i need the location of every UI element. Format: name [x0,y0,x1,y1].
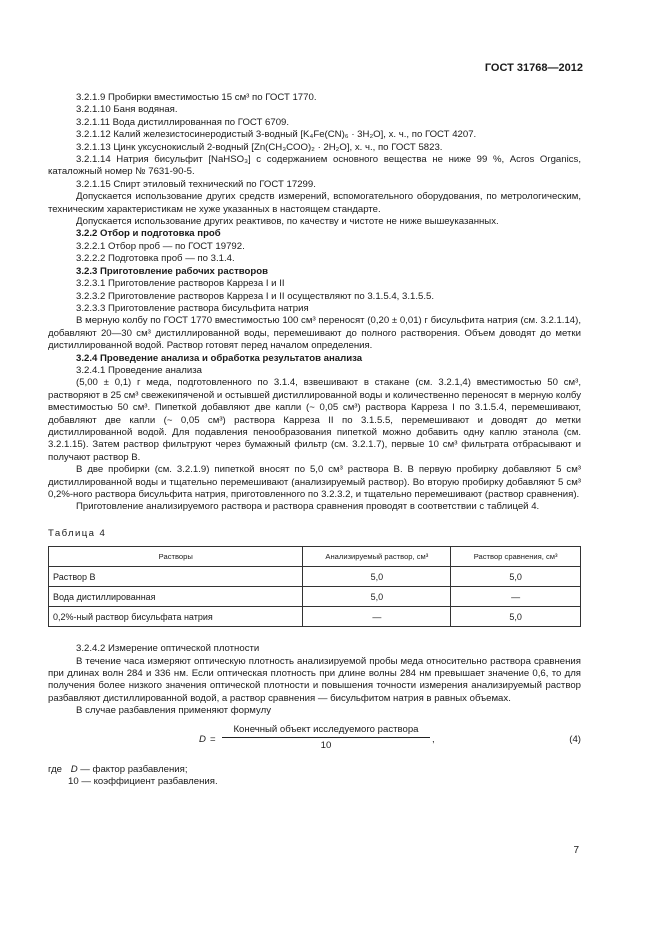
table-row [49,567,581,587]
document-code: ГОСТ 31768—2012 [484,62,583,74]
table-cell: 5,0 [451,607,581,627]
table-header-cell: Растворы [49,547,303,567]
formula-lhs: D [199,733,206,745]
table-header-row [49,547,581,567]
table-cell: — [303,607,451,627]
formula-fraction [222,724,430,753]
paragraph: 3.2.1.14 Натрия бисульфит [NaHSO₃] с содержанием основного вещества не ниже 99 %, Acros Organics, каталожный номер № 7631-90-5. [48,154,581,178]
paragraph: В случае разбавления применяют формулу [76,705,271,717]
where-prefix: где [48,763,63,775]
table-4 [48,546,581,627]
table-cell: Раствор В [49,567,303,587]
document-body [48,92,581,788]
paragraph: В течение часа измеряют оптическую плотность анализируемой пробы меда относительно раствора сравнения при длинах волн 284 и 336 нм. Если оптическая плотность при длине волны 284 нм превышает значение 0,6, то для получения более низкого значения оптической плотности и повышения точности измерения анализируемый раствор разбавляют дистиллированной водой, а раствор сравнения — бисульфитом натрия в равных объемах. [48,655,581,704]
paragraph: 3.2.3.3 Приготовление раствора бисульфита натрия [76,302,309,314]
formula-4 [48,724,581,758]
paragraph: (5,00 ± 0,1) г меда, подготовленного по 3.1.4, взвешивают в стакане (см. 3.2.1,4) вместимостью 50 см³, растворяют в 25 см³ свежекипяченой и остывшей дистиллированной воды и количественно переносят в мерную колбу вместимостью 50 см³. Пипеткой добавляют две капли (~ 0,05 см³) раствора Карреза I по 3.1.5.4, перемешивают, добавляют две капли (~ 0,05 см³) раствора Карреза II по 3.1.5.5, перемешивают и доводят до метки дистиллированной водой. Для подавления пенообразования пипеткой можно добавить одну каплю этанола (см. 3.2.1.15). Затем раствор фильтруют через бумажный фильтр (см. 3.2.1.7), первые 10 см³ фильтрата отбрасывают и получают раствор В. [48,377,581,463]
table-header-cell: Раствор сравнения, см³ [451,547,581,567]
table-cell: 0,2%-ный раствор бисульфата натрия [49,607,303,627]
where-text: — фактор разбавления; [80,763,188,775]
table-row [49,607,581,627]
where-line: 10 — коэффициент разбавления. [68,776,218,788]
table-caption: Таблица 4 [48,527,107,539]
paragraph: 3.2.4.2 Измерение оптической плотности [76,643,260,655]
paragraph: 3.2.1.11 Вода дистиллированная по ГОСТ 6709. [76,116,290,128]
formula-equals: = [210,733,216,745]
table-cell: Вода дистиллированная [49,587,303,607]
paragraph: Допускается использование других средств измерений, вспомогательного оборудования, по метрологическим, техническим характеристикам не хуже указанных в настоящем стандарте. [48,191,581,215]
paragraph: 3.2.1.15 Спирт этиловый технический по ГОСТ 17299. [76,178,316,190]
paragraph: 3.2.3.1 Приготовление растворов Карреза I и II [76,278,285,290]
paragraph: 3.2.1.13 Цинк уксуснокислый 2-водный [Zn(CH₃COO)₂ · 2H₂O], х. ч., по ГОСТ 5823. [76,141,443,153]
paragraph: 3.2.1.10 Баня водяная. [76,104,178,116]
table-cell: — [451,587,581,607]
table-row [49,587,581,607]
section-heading: 3.2.4 Проведение анализа и обработка результатов анализа [76,352,363,364]
paragraph: 3.2.1.9 Пробирки вместимостью 15 см³ по ГОСТ 1770. [76,92,317,103]
paragraph: В мерную колбу по ГОСТ 1770 вместимостью 100 см³ переносят (0,20 ± 0,01) г бисульфита натрия (см. 3.2.1.14), добавляют 20—30 см³ дистиллированной воды, перемешивают до полного растворения. Объем доводят до метки дистиллированной водой. Раствор готовят перед началом определения. [48,315,581,352]
paragraph: 3.2.4.1 Проведение анализа [76,364,202,376]
paragraph: 3.2.2.1 Отбор проб — по ГОСТ 19792. [76,240,245,252]
table-cell: 5,0 [451,567,581,587]
where-symbol: D [70,763,78,775]
formula-comma: , [432,733,435,745]
paragraph: В две пробирки (см. 3.2.1.9) пипеткой вносят по 5,0 см³ раствора В. В первую пробирку добавляют 5 см³ дистиллированной воды и тщательно перемешивают (анализируемый раствор). Во вторую пробирку добавляют 5 см³ 0,2%-ного раствора бисульфита натрия, приготовленного по 3.2.3.2, и тщательно перемешивают (раствор сравнения). [48,464,581,500]
formula-number: (4) [569,733,581,745]
table-cell: 5,0 [303,567,451,587]
formula-denominator: 10 [320,740,332,752]
table-header-cell: Анализируемый раствор, см³ [303,547,451,567]
page-number: 7 [573,845,579,856]
paragraph: 3.2.3.2 Приготовление растворов Карреза I и II осуществляют по 3.1.5.4, 3.1.5.5. [76,290,435,302]
section-heading: 3.2.3 Приготовление рабочих растворов [76,265,269,277]
where-line [48,764,581,776]
formula-numerator: Конечный объект исследуемого раствора [222,724,430,738]
paragraph: Допускается использование других реактивов, по качеству и чистоте не ниже вышеуказанных. [76,216,499,228]
section-heading: 3.2.2 Отбор и подготовка проб [76,228,221,240]
paragraph: Приготовление анализируемого раствора и раствора сравнения проводят в соответствии с таблицей 4. [76,501,540,513]
table-cell: 5,0 [303,587,451,607]
paragraph: 3.2.2.2 Подготовка проб — по 3.1.4. [76,253,235,265]
paragraph: 3.2.1.12 Калий железистосинеродистый 3-водный [K₄Fe(CN)₆ · 3H₂O], х. ч., по ГОСТ 4207. [76,129,477,141]
